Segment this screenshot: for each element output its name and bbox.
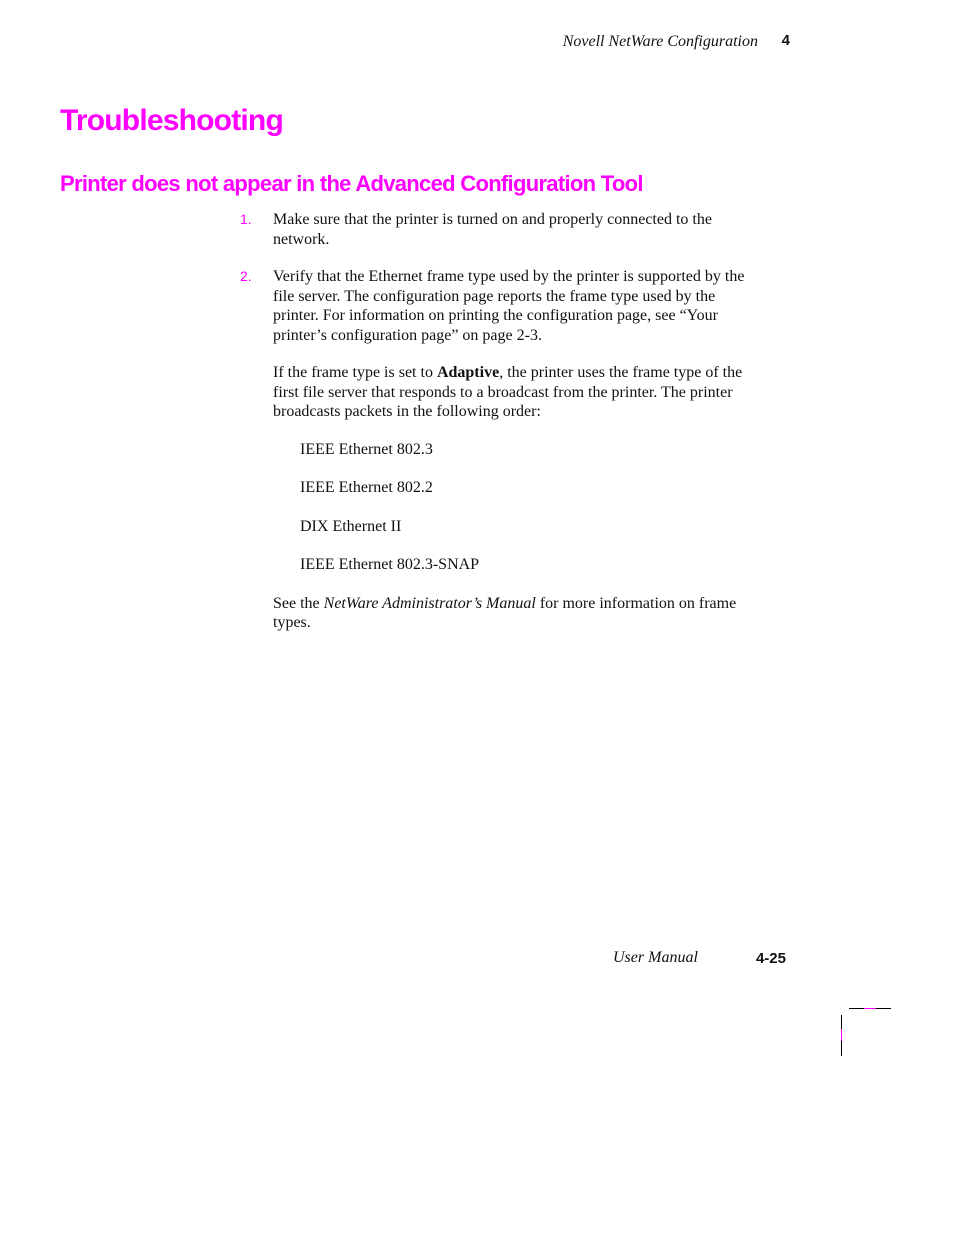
footer-page-number: 4-25	[755, 950, 786, 967]
section-title: Printer does not appear in the Advanced Configuration Tool	[60, 171, 643, 196]
manual-title: NetWare Administrator’s Manual	[323, 594, 536, 612]
running-header	[500, 33, 790, 55]
page-title: Troubleshooting	[60, 104, 283, 137]
see-also-paragraph	[273, 594, 760, 633]
adaptive-text-before: If the frame type is set to	[273, 364, 437, 381]
step-number: 1.	[240, 211, 252, 227]
step-text: Verify that the Ethernet frame type used by the printer is supported by the file server. The configuration page reports the frame type used by the printer. For information on printing the configuration page, see “Your printer’s configuration page” on page 2-3.	[273, 268, 745, 344]
frame-type-item: DIX Ethernet II	[300, 517, 402, 535]
crop-mark-vertical-accent	[841, 1029, 842, 1041]
adaptive-keyword: Adaptive	[436, 364, 500, 381]
frame-type-list	[300, 440, 760, 575]
crop-mark-horizontal-accent	[864, 1008, 876, 1009]
frame-type-item: IEEE Ethernet 802.3	[300, 440, 433, 458]
frame-type-item: IEEE Ethernet 802.3-SNAP	[300, 556, 480, 573]
frame-type-item: IEEE Ethernet 802.2	[300, 479, 433, 496]
adaptive-paragraph	[273, 363, 760, 422]
running-title: Novell NetWare Configuration	[562, 33, 758, 50]
step-item	[240, 210, 760, 249]
step-number: 2.	[240, 268, 252, 284]
step-item	[240, 267, 760, 345]
page-footer	[560, 949, 786, 971]
step-text: Make sure that the printer is turned on and properly connected to the network.	[273, 211, 712, 248]
footer-title: User Manual	[613, 949, 698, 966]
adaptive-text-after: , the printer uses the frame type of the first file server that responds to a broadcast from the printer. The printer broadcasts packets in the following order:	[273, 364, 743, 420]
see-also-before: See the	[273, 594, 324, 612]
chapter-number: 4	[781, 32, 790, 49]
see-also-after: for more information on frame types.	[273, 594, 737, 631]
body-content	[240, 210, 760, 633]
